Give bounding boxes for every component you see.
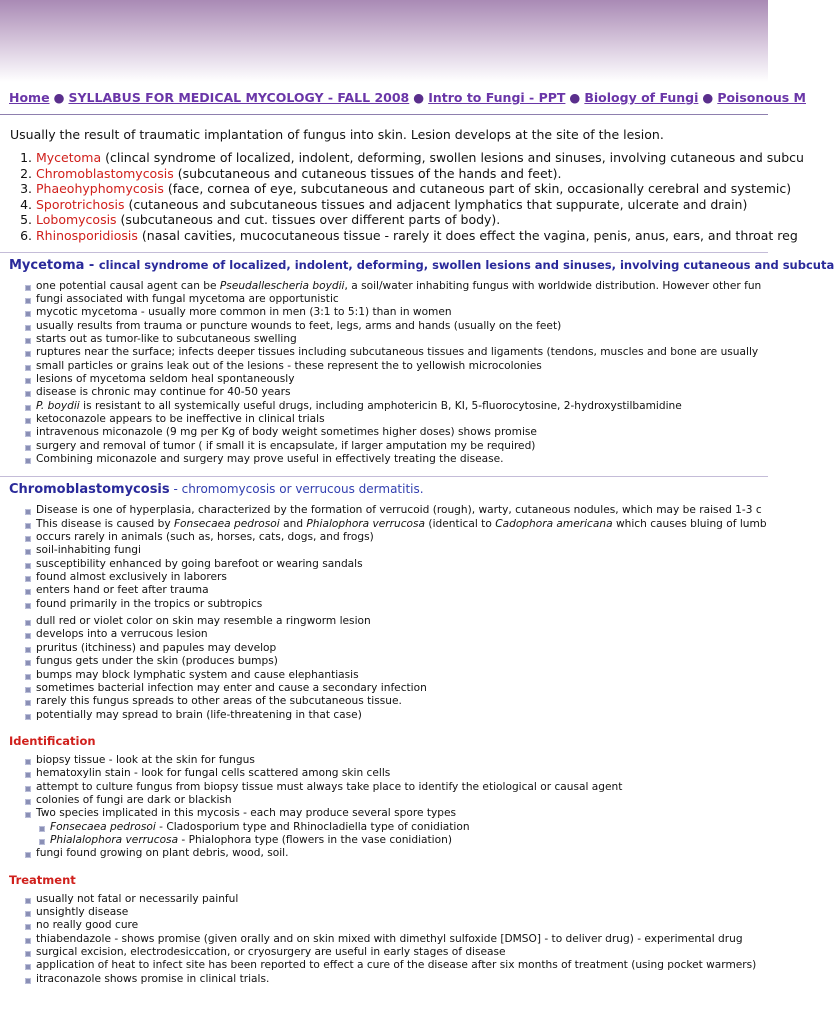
- list-item: [36, 181, 792, 197]
- list-item: [36, 212, 768, 228]
- list-item: one potential causal agent can be Pseudallescheria boydii, a soil/water inhabiting fungus with worldwide distribution. However other fun: [24, 280, 768, 293]
- list-item: develops into a verrucous lesion: [24, 628, 768, 641]
- list-item: surgery and removal of tumor ( if small it is encapsulate, if larger amputation my be required): [24, 440, 768, 453]
- list-item: lesions of mycetoma seldom heal spontaneously: [24, 373, 768, 386]
- list-item: This disease is caused by Fonsecaea pedrosoi and Phialophora verrucosa (identical to Cadophora americana which causes bluing of lumb: [24, 518, 768, 531]
- list-item: surgical excision, electrodesiccation, or cryosurgery are useful in early stages of disease: [24, 946, 768, 959]
- nav-separator: ●: [702, 90, 714, 105]
- list-item: application of heat to infect site has been reported to effect a cure of the disease after six months of treatment (using pocket warmers): [24, 959, 768, 972]
- identification-points: [0, 754, 768, 861]
- mycetoma-points: [0, 280, 768, 467]
- list-item: colonies of fungi are dark or blackish: [24, 794, 768, 807]
- title-dash: -: [84, 257, 99, 273]
- list-item: Two species implicated in this mycosis - each may produce several spore types: [24, 807, 768, 820]
- list-item: pruritus (itchiness) and papules may develop: [24, 642, 768, 655]
- header-banner: [0, 0, 768, 82]
- list-item: found primarily in the tropics or subtropics: [24, 598, 768, 611]
- chromo-points-b: [0, 615, 768, 722]
- list-item: disease is chronic may continue for 40-50 years: [24, 386, 768, 399]
- list-item: [36, 227, 798, 244]
- section-subtitle: chromomycosis or verrucous dermatitis.: [181, 482, 424, 497]
- list-item: [36, 150, 804, 166]
- list-item: Combining miconazole and surgery may prove useful in effectively treating the disease.: [24, 453, 768, 466]
- list-item: mycotic mycetoma - usually more common in men (3:1 to 5:1) than in women: [24, 306, 768, 319]
- treatment-points: [0, 893, 768, 986]
- nav-link-syllabus[interactable]: SYLLABUS FOR MEDICAL MYCOLOGY - FALL 2008: [68, 90, 410, 105]
- identification-heading: Identification: [9, 733, 96, 748]
- nav-separator: ●: [53, 90, 65, 105]
- type-name[interactable]: Chromoblastomycosis: [36, 165, 174, 181]
- section-heading-chromoblastomycosis: [0, 477, 768, 501]
- section-subtitle: clincal syndrome of localized, indolent, deforming, swollen lesions and sinuses, involving cutaneous and subcuta: [98, 257, 834, 272]
- section-title: Mycetoma: [9, 257, 85, 273]
- list-item: small particles or grains leak out of the lesions - these represent the to yellowish microcolonies: [24, 360, 768, 373]
- list-item: susceptibility enhanced by going barefoot or wearing sandals: [24, 558, 768, 571]
- list-item: fungi associated with fungal mycetoma are opportunistic: [24, 293, 768, 306]
- nav-separator: ●: [413, 90, 425, 105]
- list-item: fungus gets under the skin (produces bumps): [24, 655, 768, 668]
- list-item: P. boydii is resistant to all systemically useful drugs, including amphotericin B, KI, 5-fluorocytosine, 2-hydroxystilbamidine: [24, 400, 768, 413]
- list-item: soil-inhabiting fungi: [24, 544, 768, 557]
- type-name[interactable]: Phaeohyphomycosis: [36, 181, 164, 197]
- list-item: unsightly disease: [24, 906, 768, 919]
- list-item: [36, 166, 768, 182]
- sub-list-item: Fonsecaea pedrosoi - Cladosporium type and Rhinocladiella type of conidiation: [24, 821, 768, 834]
- type-name[interactable]: Lobomycosis: [36, 212, 117, 228]
- list-item: thiabendazole - shows promise (given orally and on skin mixed with dimethyl sulfoxide [DMSO] - to deliver drug) - experimental drug: [24, 933, 768, 946]
- nav-link-intro-to-fungi[interactable]: Intro to Fungi - PPT: [428, 90, 566, 105]
- type-description: (face, cornea of eye, subcutaneous and cutaneous part of skin, occasionally cerebral and systemic): [163, 181, 792, 197]
- list-item: starts out as tumor-like to subcutaneous swelling: [24, 333, 768, 346]
- chromo-points-a: [0, 504, 768, 611]
- list-item: potentially may spread to brain (life-threatening in that case): [24, 709, 768, 722]
- top-navigation: [0, 85, 806, 111]
- list-item: biopsy tissue - look at the skin for fungus: [24, 754, 768, 767]
- nav-separator: ●: [569, 90, 581, 105]
- type-name[interactable]: Mycetoma: [36, 150, 102, 165]
- type-name[interactable]: Sporotrichosis: [36, 196, 125, 212]
- list-item: [36, 197, 768, 213]
- list-item: usually results from trauma or puncture wounds to feet, legs, arms and hands (usually on the feet): [24, 320, 768, 333]
- mycoses-list: [0, 150, 804, 244]
- list-item: itraconazole shows promise in clinical trials.: [24, 973, 768, 986]
- list-item: hematoxylin stain - look for fungal cells scattered among skin cells: [24, 767, 768, 780]
- type-description: (subcutaneous and cutaneous tissues of the hands and feet).: [173, 165, 562, 181]
- intro-text: Usually the result of traumatic implantation of fungus into skin. Lesion develops at the site of the lesion.: [10, 127, 664, 142]
- list-item: enters hand or feet after trauma: [24, 584, 768, 597]
- list-item: intravenous miconazole (9 mg per Kg of body weight sometimes higher doses) shows promise: [24, 426, 768, 439]
- list-item: fungi found growing on plant debris, wood, soil.: [24, 847, 768, 860]
- type-name[interactable]: Rhinosporidiosis: [36, 227, 138, 243]
- list-item: rarely this fungus spreads to other areas of the subcutaneous tissue.: [24, 695, 768, 708]
- list-item: no really good cure: [24, 919, 768, 932]
- section-heading-mycetoma: [0, 253, 834, 277]
- section-title: Chromoblastomycosis: [9, 482, 170, 498]
- nav-link-biology-of-fungi[interactable]: Biology of Fungi: [584, 90, 699, 105]
- type-description: (nasal cavities, mucocutaneous tissue - rarely it does effect the vagina, penis, anus, ears, and throat reg: [137, 227, 798, 243]
- list-item: occurs rarely in animals (such as, horses, cats, dogs, and frogs): [24, 531, 768, 544]
- sub-list-item: Phialalophora verrucosa - Phialophora type (flowers in the vase conidiation): [24, 834, 768, 847]
- list-item: ketoconazole appears to be ineffective in clinical trials: [24, 413, 768, 426]
- type-description: (subcutaneous and cut. tissues over different parts of body).: [116, 212, 501, 228]
- list-item: bumps may block lymphatic system and cause elephantiasis: [24, 669, 768, 682]
- nav-link-home[interactable]: Home: [9, 90, 50, 105]
- list-item: sometimes bacterial infection may enter and cause a secondary infection: [24, 682, 768, 695]
- list-item: attempt to culture fungus from biopsy tissue must always take place to identify the etiological or causal agent: [24, 781, 768, 794]
- list-item: dull red or violet color on skin may resemble a ringworm lesion: [24, 615, 768, 628]
- list-item: Disease is one of hyperplasia, characterized by the formation of verrucoid (rough), warty, cutaneous nodules, which may be raised 1-3 c: [24, 504, 768, 517]
- type-description: (cutaneous and subcutaneous tissues and adjacent lymphatics that suppurate, ulcerate and drain): [124, 196, 748, 212]
- list-item: usually not fatal or necessarily painful: [24, 893, 768, 906]
- title-dash: -: [169, 482, 182, 497]
- treatment-heading: Treatment: [9, 872, 76, 887]
- list-item: ruptures near the surface; infects deeper tissues including subcutaneous tissues and ligaments (tendons, muscles and bone are usually: [24, 346, 768, 359]
- list-item: found almost exclusively in laborers: [24, 571, 768, 584]
- nav-link-poisonous[interactable]: Poisonous M: [717, 90, 806, 105]
- type-description: (clincal syndrome of localized, indolent, deforming, swollen lesions and sinuses, involving cutaneous and subcu: [101, 150, 804, 165]
